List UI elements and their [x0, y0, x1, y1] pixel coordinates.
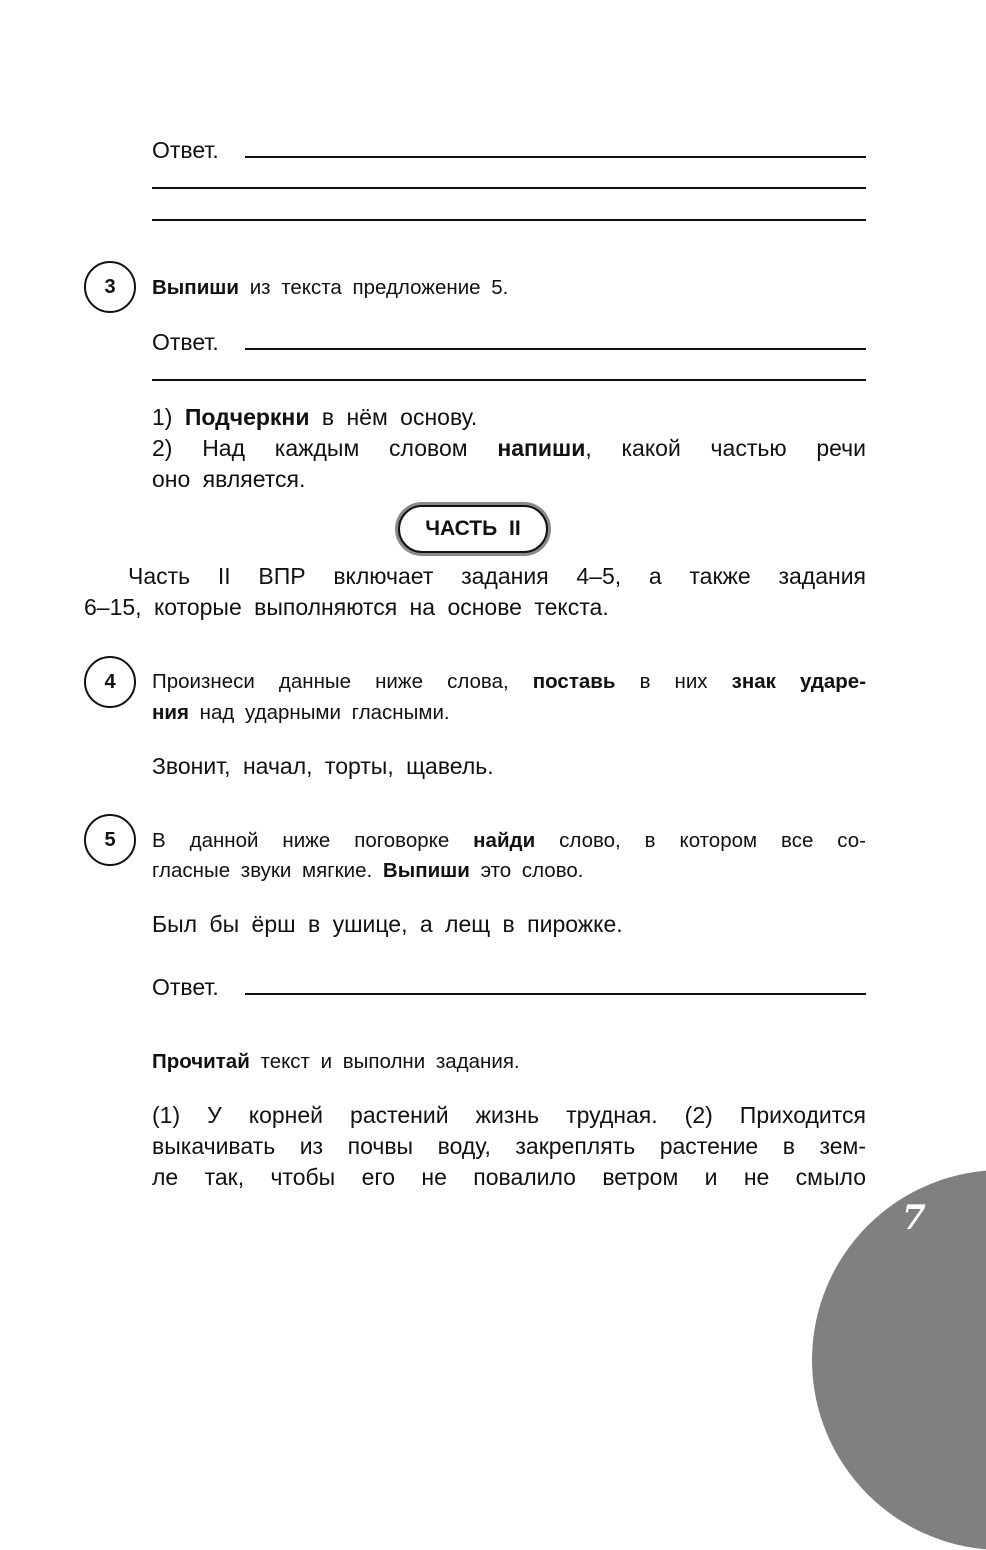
- task3-verb: Выпиши: [152, 276, 239, 299]
- answer-label: Ответ.: [152, 974, 219, 1000]
- instruction-verb: Выпиши: [382, 859, 470, 882]
- instruction-text: В данной ниже поговорке: [152, 829, 450, 852]
- subtask-text: 2) Над каждым словом: [152, 435, 468, 461]
- instruction-text: над ударными гласными.: [199, 701, 450, 724]
- task-number-badge: 5: [84, 814, 136, 866]
- instruction-text: гласные звуки мягкие.: [152, 859, 373, 882]
- task-number-badge: 3: [84, 261, 136, 313]
- task5-instruction-line2: [152, 859, 583, 883]
- task5-instruction-line1: [152, 829, 866, 853]
- task4-instruction-line1: [152, 670, 866, 694]
- answer-line[interactable]: [152, 379, 866, 381]
- instruction-verb: поставь: [532, 670, 616, 693]
- task3-instruction: [152, 276, 508, 300]
- page-number: 7: [902, 1198, 926, 1238]
- task3-subtask-2: [152, 435, 866, 462]
- instruction-text: текст и выполни задания.: [260, 1050, 520, 1073]
- part2-intro-line2: 6–15, которые выполняются на основе текста.: [84, 594, 609, 620]
- answer-line[interactable]: [245, 156, 866, 158]
- task4-words: Звонит, начал, торты, щавель.: [152, 753, 494, 779]
- reading-text-line: ле так, чтобы его не повалило ветром и не смыло: [152, 1164, 866, 1190]
- reading-text-line: (1) У корней растений жизнь трудная. (2) Приходится: [152, 1102, 866, 1128]
- instruction-text: Произнеси данные ниже слова,: [152, 670, 509, 693]
- instruction-term: ния: [152, 701, 189, 724]
- instruction-text: это слово.: [480, 859, 584, 882]
- reading-text-line: выкачивать из почвы воду, закреплять растение в зем-: [152, 1133, 866, 1159]
- answer-label: Ответ.: [152, 137, 219, 163]
- answer-line[interactable]: [152, 187, 866, 189]
- subtask-text: , какой частью речи: [585, 435, 866, 461]
- task5-proverb: Был бы ёрш в ушице, а лещ в пирожке.: [152, 911, 623, 937]
- task3-subtask-2-cont: оно является.: [152, 466, 306, 492]
- task3-text: из текста предложение 5.: [249, 276, 509, 299]
- subtask-prefix: 1): [152, 404, 173, 430]
- part2-intro-line1: Часть II ВПР включает задания 4–5, а также задания: [128, 563, 866, 589]
- subtask-verb: Подчеркни: [184, 404, 310, 430]
- instruction-text: в них: [639, 670, 708, 693]
- task3-subtask-1: [152, 404, 477, 431]
- answer-label: Ответ.: [152, 329, 219, 355]
- task4-instruction-line2: [152, 701, 450, 725]
- subtask-text: в нём основу.: [321, 404, 478, 430]
- answer-line[interactable]: [245, 348, 866, 350]
- answer-line[interactable]: [152, 219, 866, 221]
- part2-heading: ЧАСТЬ II: [398, 505, 548, 553]
- subtask-verb: напиши: [497, 435, 586, 461]
- task-number-badge: 4: [84, 656, 136, 708]
- instruction-text: слово, в котором все со-: [559, 829, 866, 852]
- answer-line[interactable]: [245, 993, 866, 995]
- instruction-verb: Прочитай: [152, 1050, 250, 1073]
- instruction-term: знак ударе-: [731, 670, 867, 693]
- instruction-verb: найди: [473, 829, 536, 852]
- reading-instruction: [152, 1050, 520, 1074]
